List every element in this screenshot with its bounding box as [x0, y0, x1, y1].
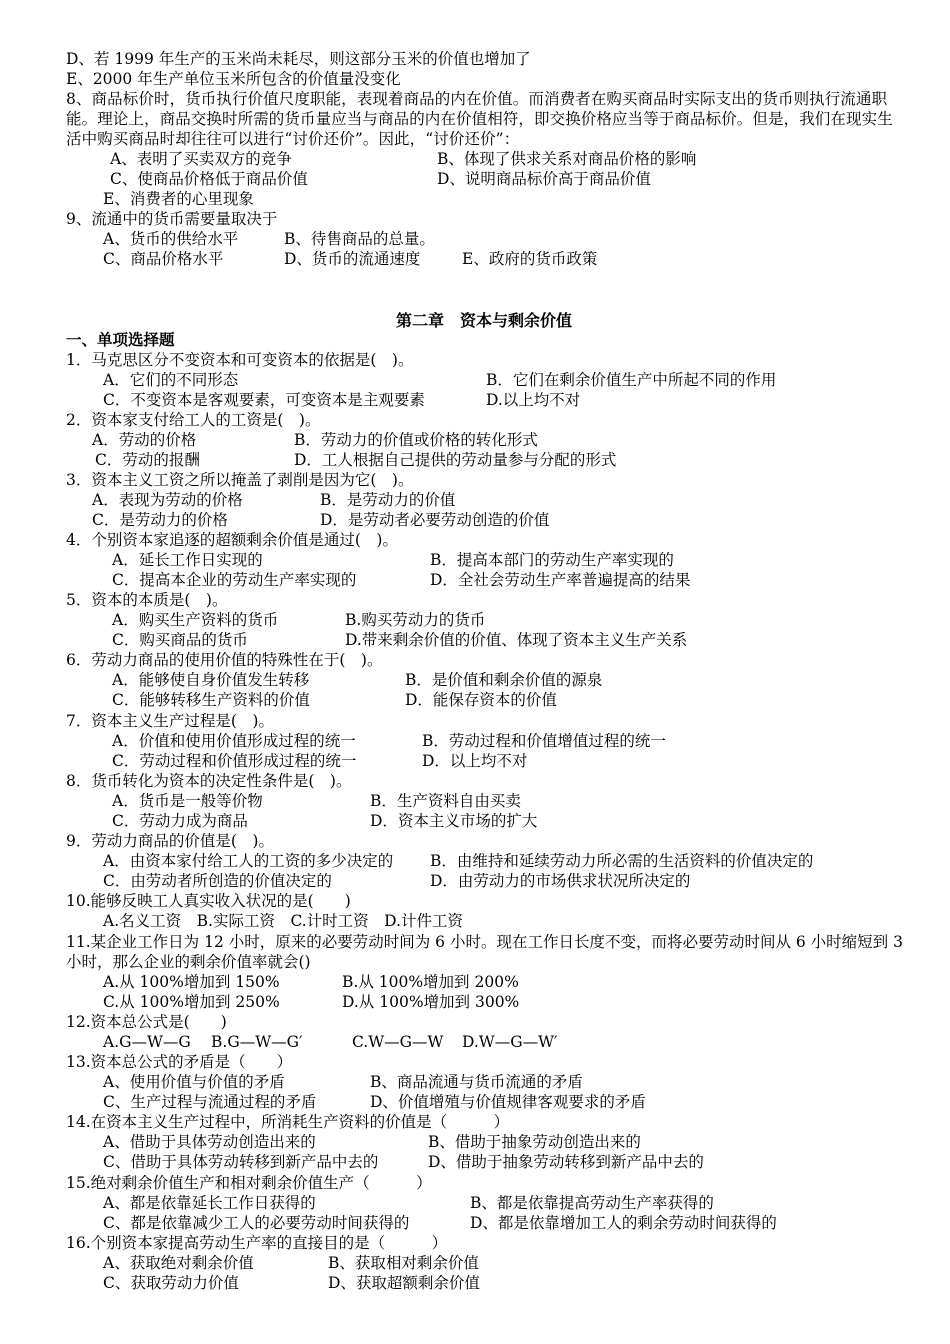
question-stem: 7．资本主义生产过程是( )。 — [66, 712, 274, 730]
question-option-d: D．工人根据自己提供的劳动量参与分配的形式 — [294, 451, 617, 469]
intro-q8-option-b: B、体现了供求关系对商品价格的影响 — [437, 150, 697, 168]
question-option-c: C．购买商品的货币 — [112, 631, 248, 649]
question-option-c: C．劳动的报酬 — [95, 451, 200, 469]
section-heading: 一、单项选择题 — [66, 330, 175, 349]
question-option-c: C、生产过程与流通过程的矛盾 — [103, 1093, 317, 1111]
intro-q9-option-c: C、商品价格水平 — [103, 250, 224, 268]
question-option-d: D．以上均不对 — [422, 752, 528, 770]
question-option-c: C．劳动过程和价值形成过程的统一 — [112, 752, 357, 770]
question-stem: 12.资本总公式是( ) — [66, 1013, 227, 1031]
question-option-a: A、使用价值与价值的矛盾 — [103, 1073, 285, 1091]
question-option-d: D.带来剩余价值的价值、体现了资本主义生产关系 — [345, 631, 688, 649]
question-option-b: B．提高本部门的劳动生产率实现的 — [430, 551, 674, 569]
question-option-c: C．不变资本是客观要素，可变资本是主观要素 — [103, 391, 425, 409]
intro-line-e: E、2000 年生产单位玉米所包含的价值量没变化 — [66, 70, 401, 88]
question-option-c: C、借助于具体劳动转移到新产品中去的 — [103, 1153, 379, 1171]
question-stem: 1．马克思区分不变资本和可变资本的依据是( )。 — [66, 351, 414, 369]
question-option-c: C．是劳动力的价格 — [92, 511, 228, 529]
question-option-c: C、都是依靠减少工人的必要劳动时间获得的 — [103, 1214, 410, 1232]
question-option-a: A．表现为劳动的价格 — [92, 491, 243, 509]
question-option-a: A、借助于具体劳动创造出来的 — [103, 1133, 316, 1151]
intro-q8-stem: 8、商品标价时，货币执行价值尺度职能，表现着商品的内在价值。而消费者在购买商品时实际支出的货币则执行流通职能。理论上，商品交换时所需的货币量应当与商品的内在价值相符，即交换价格应当等于商品标价。但是，我们在现实生活中购买商品时却往往可以进行“讨价还价”。因此，“讨价还价”： — [66, 90, 893, 148]
question-option-b: B.G—W—G′ — [211, 1033, 303, 1051]
question-stem: 10.能够反映工人真实收入状况的是( ) — [66, 892, 351, 910]
question-stem: 15.绝对剩余价值生产和相对剩余价值生产（ ） — [66, 1174, 432, 1192]
question-option-b: B、商品流通与货币流通的矛盾 — [370, 1073, 583, 1091]
question-stem: 8．货币转化为资本的决定性条件是( )。 — [66, 772, 352, 790]
question-option-d: D．是劳动者必要劳动创造的价值 — [320, 511, 550, 529]
question-option-b: B、借助于抽象劳动创造出来的 — [428, 1133, 641, 1151]
question-stem: 2．资本家支付给工人的工资是( )。 — [66, 411, 321, 429]
question-option-b: B.购买劳动力的货币 — [345, 611, 486, 629]
intro-q9-option-b: B、待售商品的总量。 — [284, 230, 435, 248]
question-option-a: A．延长工作日实现的 — [112, 551, 263, 569]
question-option-b: B．生产资料自由买卖 — [370, 792, 521, 810]
intro-q8-option-d: D、说明商品标价高于商品价值 — [437, 170, 651, 188]
question-option-a: A.G—W—G — [103, 1033, 191, 1051]
intro-line-d: D、若 1999 年生产的玉米尚未耗尽，则这部分玉米的价值也增加了 — [66, 50, 531, 68]
question-option-d: D．能保存资本的价值 — [405, 691, 557, 709]
intro-q9-stem: 9、流通中的货币需要量取决于 — [66, 210, 278, 228]
intro-q9-option-e: E、政府的货币政策 — [462, 250, 598, 268]
intro-q9-option-d: D、货币的流通速度 — [284, 250, 421, 268]
question-stem: 5．资本的本质是( )。 — [66, 591, 228, 609]
question-option-d: D．全社会劳动生产率普遍提高的结果 — [430, 571, 691, 589]
question-option-a: A．由资本家付给工人的工资的多少决定的 — [103, 852, 394, 870]
question-option-b: B．由维持和延续劳动力所必需的生活资料的价值决定的 — [430, 852, 814, 870]
question-stem: 3．资本主义工资之所以掩盖了剥削是因为它( )。 — [66, 471, 414, 489]
intro-q8-option-a: A、表明了买卖双方的竞争 — [110, 150, 292, 168]
question-option-a: A．它们的不同形态 — [103, 371, 239, 389]
question-option-b: B．劳动过程和价值增值过程的统一 — [422, 732, 666, 750]
question-option-a: A、获取绝对剩余价值 — [103, 1254, 254, 1272]
question-option-d: D.以上均不对 — [486, 391, 581, 409]
question-option-d: D、都是依靠增加工人的剩余劳动时间获得的 — [470, 1214, 777, 1232]
question-option-b: B．是价值和剩余价值的源泉 — [405, 671, 603, 689]
question-stem: 14.在资本主义生产过程中，所消耗生产资料的价值是（ ） — [66, 1113, 510, 1131]
question-stem: 13.资本总公式的矛盾是（ ） — [66, 1053, 293, 1071]
question-stem: 11.某企业工作日为 12 小时，原来的必要劳动时间为 6 小时。现在工作日长度不变，而将必要劳动时间从 6 小时缩短到 3 小时，那么企业的剩余价值率就会() — [66, 933, 903, 971]
question-option-b: B.从 100%增加到 200% — [342, 973, 519, 991]
question-stem: 6．劳动力商品的使用价值的特殊性在于( )。 — [66, 651, 383, 669]
question-option-b: B、都是依靠提高劳动生产率获得的 — [470, 1194, 714, 1212]
question-option-a: A.从 100%增加到 150% — [103, 973, 280, 991]
question-option-d: D．资本主义市场的扩大 — [370, 812, 538, 830]
question-option-a: A．购买生产资料的货币 — [112, 611, 279, 629]
question-stem: 16.个别资本家提高劳动生产率的直接目的是（ ） — [66, 1234, 448, 1252]
question-option-a: A．劳动的价格 — [92, 431, 197, 449]
question-option-d: D.W—G—W′ — [462, 1033, 558, 1051]
question-option-a: A、都是依靠延长工作日获得的 — [103, 1194, 316, 1212]
question-option-c: C．劳动力成为商品 — [112, 812, 248, 830]
question-stem: 4．个别资本家追逐的超额剩余价值是通过( )。 — [66, 531, 398, 549]
question-option-c: C．由劳动者所创造的价值决定的 — [103, 872, 332, 890]
question-option-a: A．货币是一般等价物 — [112, 792, 263, 810]
question-option-c: C.W—G—W — [352, 1033, 444, 1051]
question-option-c: C．提高本企业的劳动生产率实现的 — [112, 571, 357, 589]
question-option-d: D、借助于抽象劳动转移到新产品中去的 — [428, 1153, 704, 1171]
question-option-d: D．由劳动力的市场供求状况所决定的 — [430, 872, 691, 890]
question-option-a: A．能够使自身价值发生转移 — [112, 671, 310, 689]
intro-q8-option-e: E、消费者的心里现象 — [103, 190, 254, 208]
question-option-b: B．它们在剩余价值生产中所起不同的作用 — [486, 371, 777, 389]
chapter-title: 第二章 资本与剩余价值 — [396, 311, 573, 330]
question-option-b: B．劳动力的价值或价格的转化形式 — [294, 431, 538, 449]
question-option-d: D、价值增殖与价值规律客观要求的矛盾 — [370, 1093, 646, 1111]
question-option-b: B．是劳动力的价值 — [320, 491, 456, 509]
question-options-inline: A.名义工资 B.实际工资 C.计时工资 D.计件工资 — [103, 912, 463, 930]
question-option-c: C、获取劳动力价值 — [103, 1274, 239, 1292]
question-option-c: C．能够转移生产资料的价值 — [112, 691, 310, 709]
question-option-d: D.从 100%增加到 300% — [342, 993, 520, 1011]
intro-q8-option-c: C、使商品价格低于商品价值 — [110, 170, 308, 188]
question-stem: 9．劳动力商品的价值是( )。 — [66, 832, 274, 850]
question-option-a: A．价值和使用价值形成过程的统一 — [112, 732, 356, 750]
question-option-b: B、获取相对剩余价值 — [328, 1254, 479, 1272]
intro-q9-option-a: A、货币的供给水平 — [103, 230, 239, 248]
question-option-d: D、获取超额剩余价值 — [328, 1274, 480, 1292]
question-option-c: C.从 100%增加到 250% — [103, 993, 280, 1011]
